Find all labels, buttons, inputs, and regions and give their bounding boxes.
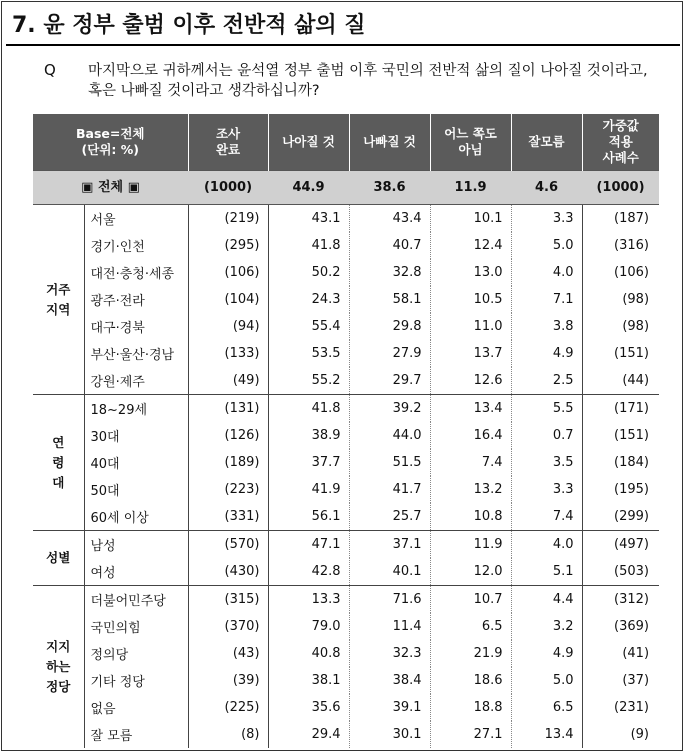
row-better: 40.8 [268, 640, 349, 667]
row-worse: 39.1 [349, 694, 430, 721]
row-category: 경기·인천 [84, 232, 188, 259]
row-worse: 41.7 [349, 476, 430, 503]
table-row [33, 232, 659, 259]
row-better: 53.5 [268, 340, 349, 367]
row-n: (104) [188, 286, 268, 313]
row-dont-know: 4.9 [511, 640, 582, 667]
row-dont-know: 3.5 [511, 449, 582, 476]
row-weighted: (299) [614, 509, 650, 524]
row-neither: 6.5 [430, 613, 511, 640]
row-weighted: (151) [614, 428, 650, 443]
table-row [33, 640, 659, 667]
row-neither: 13.7 [430, 340, 511, 367]
row-dont-know: 3.3 [511, 476, 582, 503]
row-weighted: (503) [614, 564, 650, 579]
row-better: 13.3 [268, 586, 349, 614]
row-n: (189) [188, 449, 268, 476]
row-worse: 44.0 [349, 422, 430, 449]
row-worse: 25.7 [349, 503, 430, 531]
row-dont-know: 5.0 [511, 232, 582, 259]
row-category: 40대 [84, 449, 188, 476]
row-better: 41.8 [268, 395, 349, 423]
row-worse: 37.1 [349, 531, 430, 559]
table-row [33, 586, 659, 614]
row-dont-know: 7.4 [511, 503, 582, 531]
row-category: 광주·전라 [84, 286, 188, 313]
row-dont-know: 4.4 [511, 586, 582, 614]
row-better: 55.2 [268, 367, 349, 395]
header-dont-know: 잘모름 [511, 114, 582, 171]
row-worse: 39.2 [349, 395, 430, 423]
table-row [33, 531, 659, 559]
row-n: (225) [188, 694, 268, 721]
row-weighted: (98) [622, 292, 650, 307]
row-category: 부산·울산·경남 [84, 340, 188, 367]
row-n: (43) [188, 640, 268, 667]
row-better: 47.1 [268, 531, 349, 559]
group-label: 연 령 대 [33, 395, 84, 531]
row-weighted: (312) [582, 586, 659, 614]
group-label: 거주 지역 [33, 205, 84, 395]
row-n: (223) [188, 476, 268, 503]
row-dont-know: 7.1 [511, 286, 582, 313]
row-better: 38.1 [268, 667, 349, 694]
row-better: 24.3 [268, 286, 349, 313]
row-n: (49) [188, 367, 268, 395]
row-worse: 38.4 [349, 667, 430, 694]
row-dont-know: 4.9 [511, 340, 582, 367]
group-label: 지지 하는 정당 [33, 586, 84, 749]
row-worse: 71.6 [349, 586, 430, 614]
title-rule [6, 44, 680, 46]
row-dont-know: 6.5 [511, 694, 582, 721]
header-worse: 나빠질 것 [349, 114, 430, 171]
row-category: 50대 [84, 476, 188, 503]
row-neither: 13.0 [430, 259, 511, 286]
header-better: 나아질 것 [268, 114, 349, 171]
row-category: 18~29세 [84, 395, 188, 423]
row-neither: 27.1 [430, 721, 511, 748]
row-better: 43.1 [268, 205, 349, 233]
header-neither: 어느 쪽도 아님 [430, 114, 511, 171]
row-better: 29.4 [268, 721, 349, 748]
total-row [33, 171, 659, 205]
row-dont-know: 5.1 [511, 558, 582, 586]
table-row [33, 367, 659, 395]
row-worse: 29.7 [349, 367, 430, 395]
row-n: (570) [188, 531, 268, 559]
row-worse: 40.7 [349, 232, 430, 259]
table-row [33, 613, 659, 640]
row-better: 79.0 [268, 613, 349, 640]
row-better: 37.7 [268, 449, 349, 476]
total-n: (1000) [188, 171, 268, 205]
row-weighted: (37) [622, 673, 650, 688]
header-completed: 조사 완료 [188, 114, 268, 171]
row-dont-know: 3.8 [511, 313, 582, 340]
question-text: 마지막으로 귀하께서는 윤석열 정부 출범 이후 국민의 전반적 삶의 질이 나아질 것이라고, 혹은 나빠질 것이라고 생각하십니까? [88, 63, 648, 99]
table-row [33, 340, 659, 367]
table-row [33, 694, 659, 721]
row-worse: 43.4 [349, 205, 430, 233]
total-dont-know: 4.6 [511, 171, 582, 205]
row-neither: 7.4 [430, 449, 511, 476]
results-table [33, 114, 659, 748]
row-n: (131) [188, 395, 268, 423]
header-row [33, 114, 659, 171]
row-worse: 27.9 [349, 340, 430, 367]
row-weighted: (316) [614, 238, 650, 253]
row-n: (331) [188, 503, 268, 531]
row-n: (430) [188, 558, 268, 586]
row-n: (219) [188, 205, 268, 233]
row-neither: 12.4 [430, 232, 511, 259]
total-better: 44.9 [268, 171, 349, 205]
table-row [33, 286, 659, 313]
table-row [33, 313, 659, 340]
row-n: (133) [188, 340, 268, 367]
table-row [33, 449, 659, 476]
row-category: 남성 [84, 531, 188, 559]
table-row [33, 395, 659, 423]
row-category: 30대 [84, 422, 188, 449]
section-title: 7. 윤 정부 출범 이후 전반적 삶의 질 [12, 13, 366, 38]
row-neither: 10.7 [430, 586, 511, 614]
row-neither: 13.4 [430, 395, 511, 423]
total-worse: 38.6 [349, 171, 430, 205]
row-n: (94) [188, 313, 268, 340]
total-label: ▣ 전체 ▣ [33, 171, 188, 205]
row-better: 56.1 [268, 503, 349, 531]
row-worse: 11.4 [349, 613, 430, 640]
row-category: 정의당 [84, 640, 188, 667]
row-dont-know: 3.3 [511, 205, 582, 233]
row-neither: 18.8 [430, 694, 511, 721]
row-n: (315) [188, 586, 268, 614]
row-weighted: (184) [614, 455, 650, 470]
row-category: 강원·제주 [84, 367, 188, 395]
row-category: 국민의힘 [84, 613, 188, 640]
row-dont-know: 5.0 [511, 667, 582, 694]
table-row [33, 422, 659, 449]
row-neither: 18.6 [430, 667, 511, 694]
table-row [33, 721, 659, 748]
row-worse: 32.3 [349, 640, 430, 667]
row-weighted: (98) [622, 319, 650, 334]
total-weighted: (1000) [582, 171, 659, 205]
row-category: 더불어민주당 [84, 586, 188, 614]
row-weighted: (9) [630, 727, 650, 742]
row-dont-know: 13.4 [511, 721, 582, 748]
row-worse: 40.1 [349, 558, 430, 586]
row-better: 42.8 [268, 558, 349, 586]
row-worse: 32.8 [349, 259, 430, 286]
row-worse: 30.1 [349, 721, 430, 748]
row-neither: 12.6 [430, 367, 511, 395]
row-weighted: (195) [614, 482, 650, 497]
row-category: 대구·경북 [84, 313, 188, 340]
row-weighted: (106) [614, 265, 650, 280]
row-dont-know: 4.0 [511, 259, 582, 286]
total-neither: 11.9 [430, 171, 511, 205]
row-dont-know: 2.5 [511, 367, 582, 395]
row-n: (8) [188, 721, 268, 748]
row-dont-know: 4.0 [511, 531, 582, 559]
row-worse: 29.8 [349, 313, 430, 340]
table-row [33, 667, 659, 694]
row-n: (126) [188, 422, 268, 449]
row-neither: 21.9 [430, 640, 511, 667]
row-neither: 11.9 [430, 531, 511, 559]
row-dont-know: 3.2 [511, 613, 582, 640]
row-weighted: (151) [614, 346, 650, 361]
header-base: Base=전체 (단위: %) [33, 114, 188, 171]
table-row [33, 503, 659, 531]
row-category: 서울 [84, 205, 188, 233]
row-weighted: (187) [582, 205, 659, 233]
row-neither: 10.8 [430, 503, 511, 531]
row-category: 60세 이상 [84, 503, 188, 531]
row-better: 35.6 [268, 694, 349, 721]
row-n: (39) [188, 667, 268, 694]
row-weighted: (44) [622, 373, 650, 388]
row-weighted: (41) [622, 646, 650, 661]
table-row [33, 558, 659, 586]
row-worse: 51.5 [349, 449, 430, 476]
row-n: (106) [188, 259, 268, 286]
row-neither: 16.4 [430, 422, 511, 449]
row-neither: 13.2 [430, 476, 511, 503]
row-neither: 11.0 [430, 313, 511, 340]
row-category: 대전·충청·세종 [84, 259, 188, 286]
table-row [33, 205, 659, 233]
row-category: 잘 모름 [84, 721, 188, 748]
row-category: 여성 [84, 558, 188, 586]
row-category: 기타 정당 [84, 667, 188, 694]
header-weighted: 가중값 적용 사례수 [582, 114, 659, 171]
row-weighted: (369) [614, 619, 650, 634]
row-worse: 58.1 [349, 286, 430, 313]
row-better: 55.4 [268, 313, 349, 340]
row-weighted: (171) [582, 395, 659, 423]
row-category: 없음 [84, 694, 188, 721]
row-dont-know: 0.7 [511, 422, 582, 449]
row-n: (295) [188, 232, 268, 259]
table-row [33, 476, 659, 503]
table-row [33, 259, 659, 286]
row-neither: 12.0 [430, 558, 511, 586]
row-weighted: (497) [582, 531, 659, 559]
row-neither: 10.1 [430, 205, 511, 233]
row-better: 41.9 [268, 476, 349, 503]
question-label: Q [44, 61, 56, 79]
row-n: (370) [188, 613, 268, 640]
row-dont-know: 5.5 [511, 395, 582, 423]
row-better: 50.2 [268, 259, 349, 286]
row-weighted: (231) [614, 700, 650, 715]
row-better: 41.8 [268, 232, 349, 259]
group-label: 성별 [33, 531, 84, 586]
row-neither: 10.5 [430, 286, 511, 313]
row-better: 38.9 [268, 422, 349, 449]
